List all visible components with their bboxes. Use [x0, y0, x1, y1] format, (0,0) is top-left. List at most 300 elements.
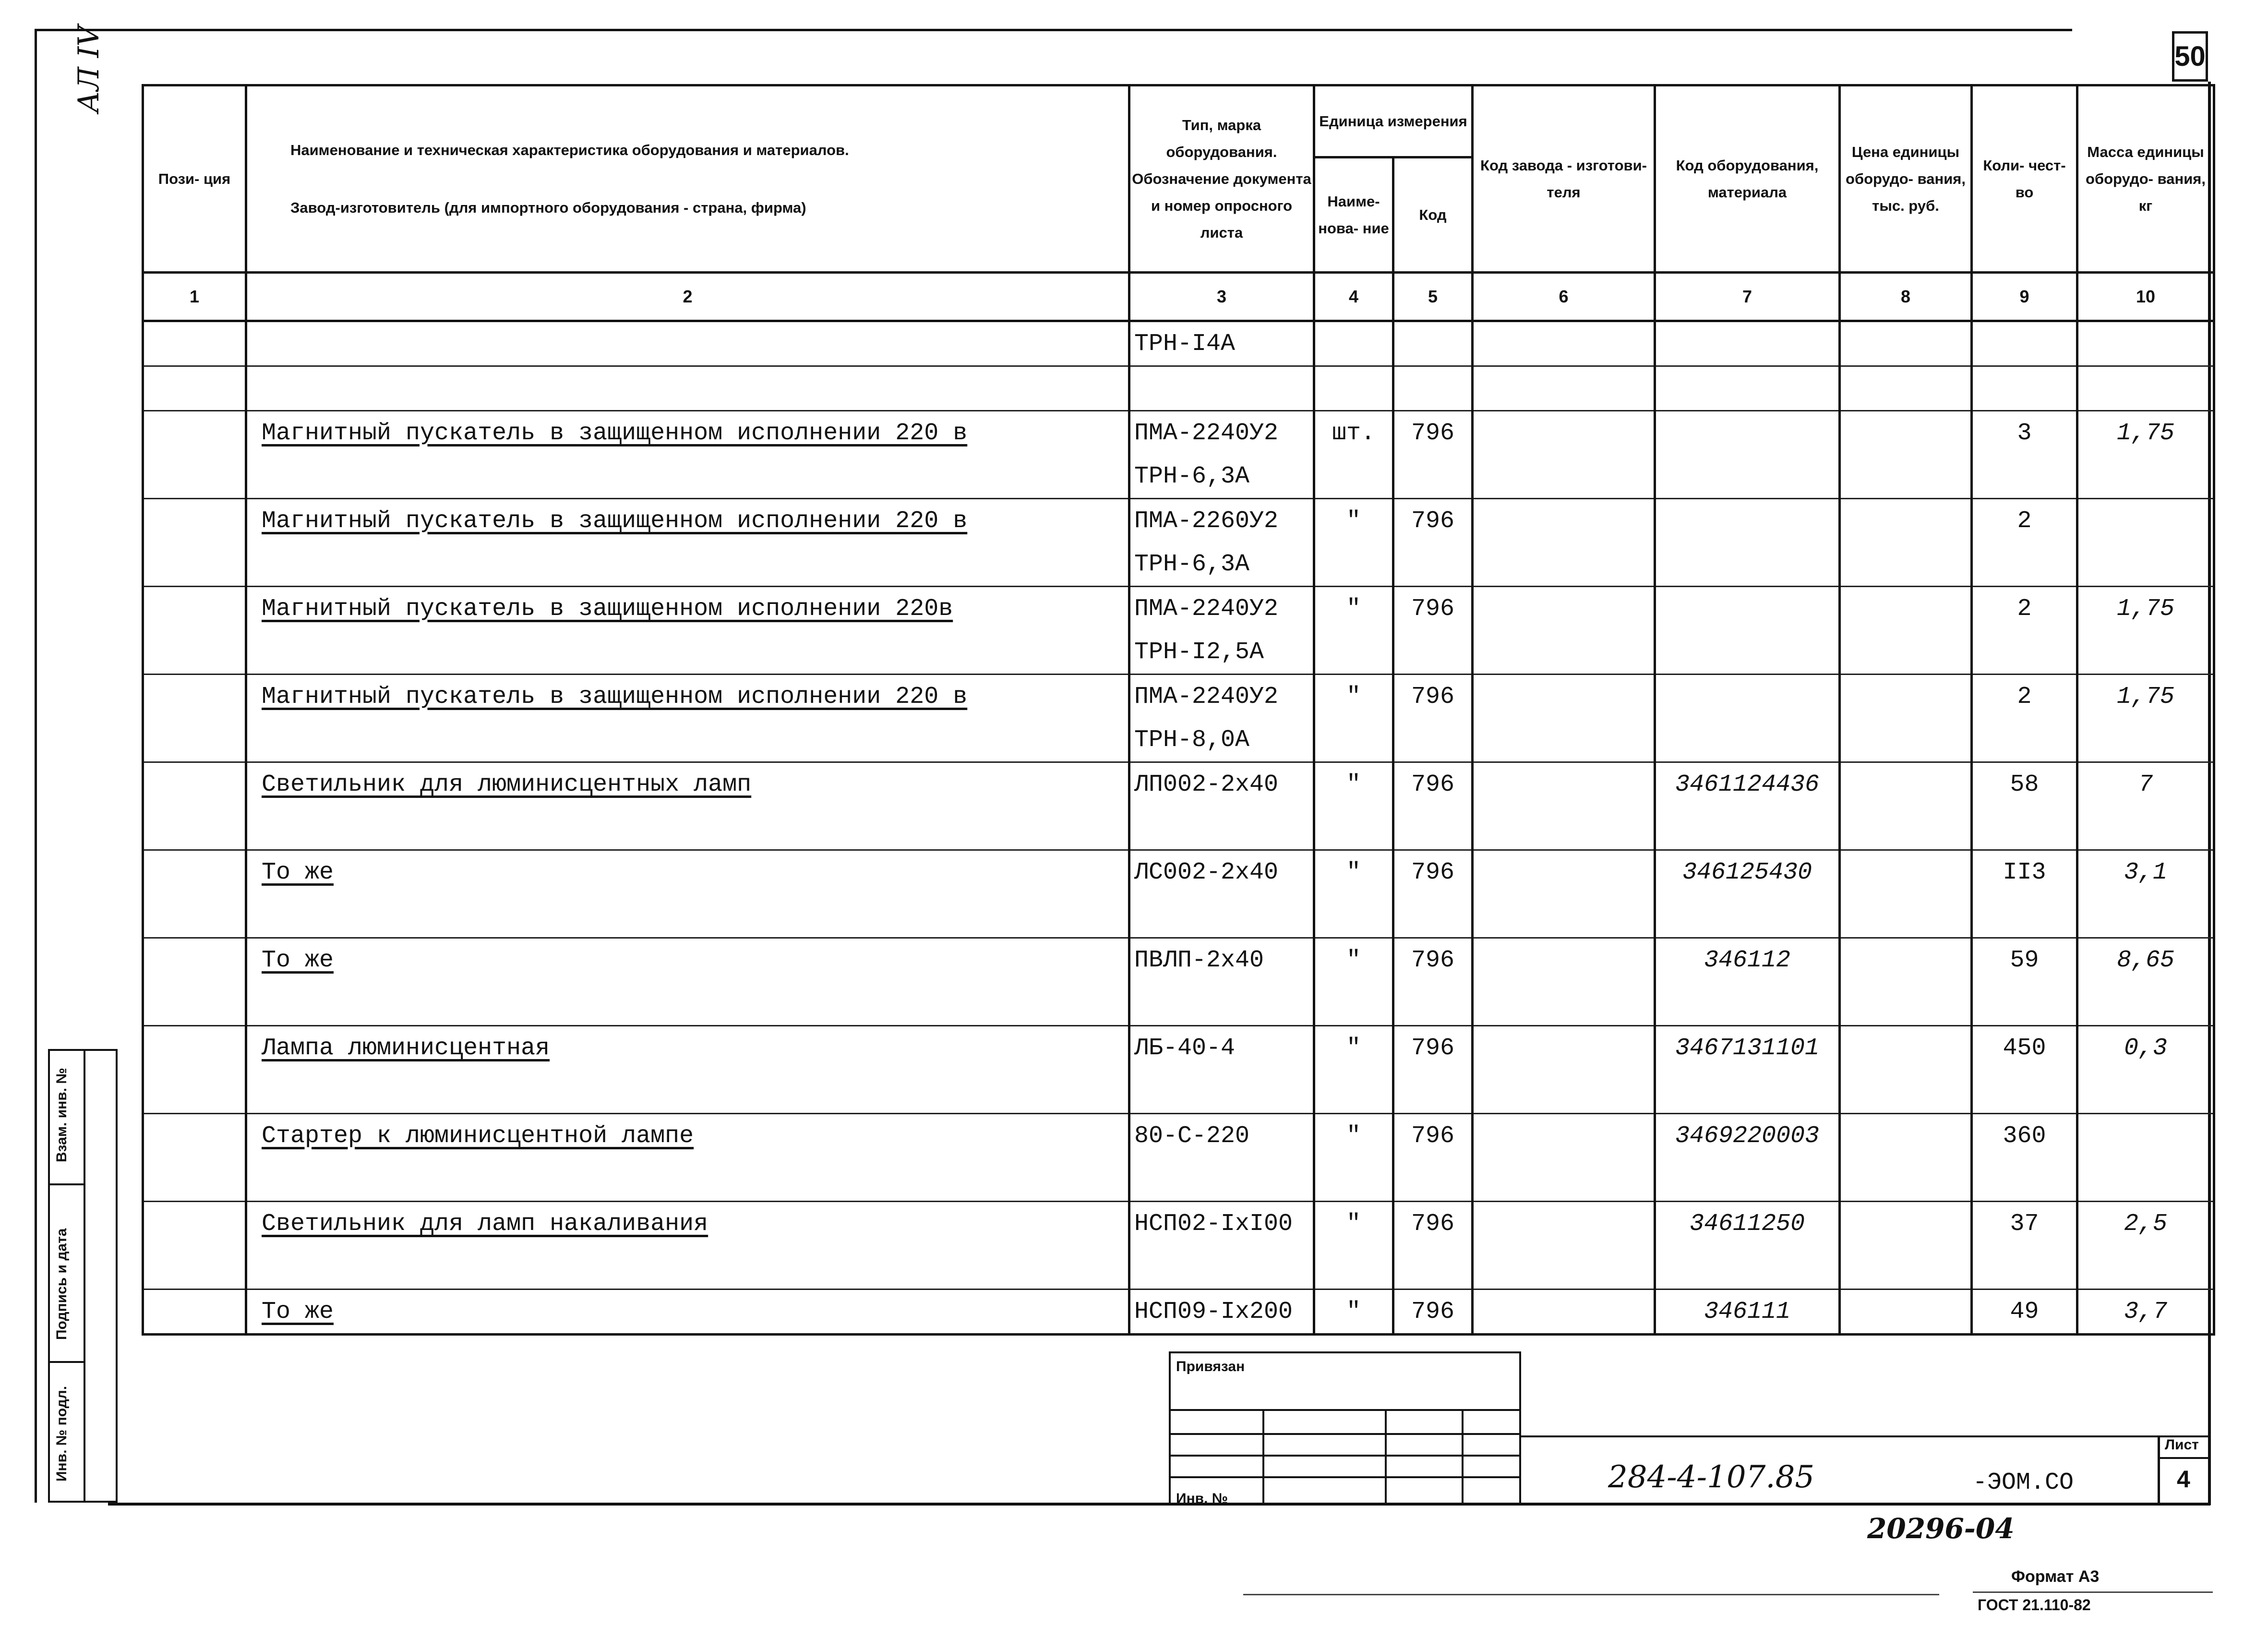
unit-mass — [2077, 499, 2214, 543]
price-cell — [1840, 982, 1972, 1026]
unit-name — [1314, 455, 1393, 499]
position-cell — [143, 1245, 246, 1290]
item-type — [1129, 982, 1314, 1026]
column-number: 9 — [1972, 273, 2077, 321]
tb-line — [1169, 1351, 1519, 1353]
unit-code — [1393, 894, 1473, 938]
item-type: ПВЛП-2х40 — [1129, 938, 1314, 982]
unit-name — [1314, 1157, 1393, 1202]
equipment-code — [1655, 1070, 1840, 1114]
archive-number: 20296-04 — [1867, 1512, 2015, 1545]
item-type: ПМА-2240У2 — [1129, 411, 1314, 455]
unit-code — [1393, 321, 1473, 366]
tb-approved-label: Привязан — [1176, 1359, 1245, 1374]
factory-code — [1473, 1290, 1655, 1335]
position-cell — [143, 806, 246, 850]
item-type — [1129, 1070, 1314, 1114]
unit-mass — [2077, 630, 2214, 675]
archive-mark: АЛ IV — [72, 25, 106, 113]
price-cell — [1840, 411, 1972, 455]
unit-mass — [2077, 982, 2214, 1026]
equipment-code — [1655, 1245, 1840, 1290]
unit-code — [1393, 630, 1473, 675]
unit-name: " — [1314, 1202, 1393, 1246]
unit-name — [1314, 630, 1393, 675]
factory-code — [1473, 762, 1655, 807]
item-name: Магнитный пускатель в защищенном исполнении 220 в — [246, 411, 1129, 455]
position-cell — [143, 1202, 246, 1246]
unit-code: 796 — [1393, 499, 1473, 543]
table-row — [143, 938, 2214, 982]
item-type: ПМА-2240У2 — [1129, 587, 1314, 631]
price-cell — [1840, 1202, 1972, 1246]
unit-mass — [2077, 542, 2214, 587]
column-number: 5 — [1393, 273, 1473, 321]
unit-code: 796 — [1393, 850, 1473, 894]
factory-code — [1473, 411, 1655, 455]
unit-code: 796 — [1393, 1114, 1473, 1158]
item-type: ЛП002-2х40 — [1129, 762, 1314, 807]
tb-vline — [1262, 1409, 1264, 1505]
table-row — [143, 894, 2214, 938]
tb-line — [1169, 1455, 1519, 1457]
unit-name: " — [1314, 1026, 1393, 1070]
item-type: ТРН-6,3А — [1129, 542, 1314, 587]
tb-line — [1169, 1433, 1519, 1435]
price-cell — [1840, 1245, 1972, 1290]
table-row — [143, 630, 2214, 675]
price-cell — [1840, 894, 1972, 938]
sheet-label: Лист — [2165, 1437, 2199, 1453]
unit-mass — [2077, 718, 2214, 762]
table-row — [143, 982, 2214, 1026]
equipment-code — [1655, 1157, 1840, 1202]
factory-code — [1473, 321, 1655, 366]
factory-code — [1473, 1157, 1655, 1202]
quantity: 450 — [1972, 1026, 2077, 1070]
price-cell — [1840, 1114, 1972, 1158]
unit-name: " — [1314, 1114, 1393, 1158]
tb-vline — [1385, 1409, 1387, 1505]
item-type — [1129, 894, 1314, 938]
item-type: ЛБ-40-4 — [1129, 1026, 1314, 1070]
quantity — [1972, 321, 2077, 366]
column-number: 2 — [246, 273, 1129, 321]
equipment-code — [1655, 499, 1840, 543]
document-code: 284-4-107.85 — [1608, 1459, 1815, 1495]
unit-code — [1393, 455, 1473, 499]
quantity — [1972, 455, 2077, 499]
item-name — [246, 321, 1129, 366]
column-number: 4 — [1314, 273, 1393, 321]
position-cell — [143, 1026, 246, 1070]
position-cell — [143, 542, 246, 587]
column-number: 3 — [1129, 273, 1314, 321]
unit-mass — [2077, 1157, 2214, 1202]
item-type: ТРН-I2,5А — [1129, 630, 1314, 675]
unit-mass: 3,1 — [2077, 850, 2214, 894]
unit-code — [1393, 1245, 1473, 1290]
unit-code: 796 — [1393, 1026, 1473, 1070]
column-number: 1 — [143, 273, 246, 321]
position-cell — [143, 411, 246, 455]
quantity: II3 — [1972, 850, 2077, 894]
item-name — [246, 1070, 1129, 1114]
factory-code — [1473, 366, 1655, 411]
header-unit-group: Единица измерения — [1314, 85, 1473, 157]
item-name: Светильник для люминисцентных ламп — [246, 762, 1129, 807]
unit-name — [1314, 982, 1393, 1026]
unit-code: 796 — [1393, 675, 1473, 719]
item-name: Магнитный пускатель в защищенном исполнении 220 в — [246, 499, 1129, 543]
factory-code — [1473, 587, 1655, 631]
factory-code — [1473, 630, 1655, 675]
quantity — [1972, 542, 2077, 587]
column-number: 7 — [1655, 273, 1840, 321]
stamp-replace-inv: Взам. инв. № — [54, 1068, 70, 1162]
header-unit-code: Код — [1393, 157, 1473, 273]
unit-mass — [2077, 321, 2214, 366]
table-row — [143, 411, 2214, 455]
quantity — [1972, 894, 2077, 938]
equipment-code: 346125430 — [1655, 850, 1840, 894]
unit-code — [1393, 366, 1473, 411]
gost-label: ГОСТ 21.110-82 — [1978, 1596, 2091, 1614]
header-name-line1: Наименование и техническая характеристика оборудования и материалов. — [290, 141, 849, 158]
unit-name: " — [1314, 1290, 1393, 1335]
unit-name — [1314, 321, 1393, 366]
equipment-code — [1655, 806, 1840, 850]
table-row — [143, 542, 2214, 587]
unit-mass: 3,7 — [2077, 1290, 2214, 1335]
price-cell — [1840, 499, 1972, 543]
unit-name: " — [1314, 762, 1393, 807]
unit-code — [1393, 718, 1473, 762]
equipment-code — [1655, 542, 1840, 587]
unit-code — [1393, 542, 1473, 587]
position-cell — [143, 850, 246, 894]
sheet-number: 4 — [2177, 1466, 2190, 1493]
stamp-sign-date: Подпись и дата — [54, 1228, 70, 1340]
unit-name: " — [1314, 850, 1393, 894]
column-number: 6 — [1473, 273, 1655, 321]
price-cell — [1840, 1026, 1972, 1070]
column-number-row — [143, 273, 2214, 321]
unit-mass: 2,5 — [2077, 1202, 2214, 1246]
factory-code — [1473, 675, 1655, 719]
equipment-code — [1655, 411, 1840, 455]
position-cell — [143, 587, 246, 631]
position-cell — [143, 894, 246, 938]
price-cell — [1840, 366, 1972, 411]
position-cell — [143, 455, 246, 499]
header-name — [246, 85, 1129, 273]
unit-name: " — [1314, 499, 1393, 543]
factory-code — [1473, 718, 1655, 762]
tb-vline — [1462, 1409, 1464, 1505]
unit-mass — [2077, 1245, 2214, 1290]
table-row — [143, 675, 2214, 719]
item-name — [246, 455, 1129, 499]
header-quantity: Коли- чест- во — [1972, 85, 2077, 273]
factory-code — [1473, 1202, 1655, 1246]
quantity: 2 — [1972, 499, 2077, 543]
header-type: Тип, марка оборудования. Обозначение документа и номер опросного листа — [1129, 85, 1314, 273]
quantity — [1972, 366, 2077, 411]
item-name — [246, 630, 1129, 675]
tb-line — [1519, 1435, 2210, 1437]
quantity — [1972, 1157, 2077, 1202]
position-cell — [143, 321, 246, 366]
column-number: 10 — [2077, 273, 2214, 321]
unit-name: " — [1314, 587, 1393, 631]
quantity: 59 — [1972, 938, 2077, 982]
unit-mass: 1,75 — [2077, 587, 2214, 631]
equipment-code — [1655, 718, 1840, 762]
unit-code: 796 — [1393, 1202, 1473, 1246]
unit-code: 796 — [1393, 762, 1473, 807]
equipment-code — [1655, 982, 1840, 1026]
position-cell — [143, 1114, 246, 1158]
table-row — [143, 1114, 2214, 1158]
price-cell — [1840, 455, 1972, 499]
unit-code — [1393, 1070, 1473, 1114]
item-type — [1129, 1245, 1314, 1290]
item-name — [246, 806, 1129, 850]
position-cell — [143, 718, 246, 762]
unit-mass: 1,75 — [2077, 411, 2214, 455]
position-cell — [143, 499, 246, 543]
item-type: ПМА-2240У2 — [1129, 675, 1314, 719]
table-row — [143, 718, 2214, 762]
quantity: 58 — [1972, 762, 2077, 807]
item-type: ПМА-2260У2 — [1129, 499, 1314, 543]
equipment-code: 3461124436 — [1655, 762, 1840, 807]
header-factory-code: Код завода - изготови- теля — [1473, 85, 1655, 273]
price-cell — [1840, 1157, 1972, 1202]
quantity: 2 — [1972, 587, 2077, 631]
equipment-code — [1655, 630, 1840, 675]
tb-line — [2158, 1457, 2208, 1459]
item-type: НСП02-IхI00 — [1129, 1202, 1314, 1246]
table-row — [143, 321, 2214, 366]
unit-mass — [2077, 806, 2214, 850]
item-name: Стартер к люминисцентной лампе — [246, 1114, 1129, 1158]
unit-name — [1314, 806, 1393, 850]
tb-line — [1169, 1476, 1519, 1478]
equipment-code — [1655, 321, 1840, 366]
stamp-inv-orig: Инв. № подл. — [54, 1386, 70, 1482]
factory-code — [1473, 542, 1655, 587]
equipment-code — [1655, 455, 1840, 499]
header-equipment-code: Код оборудования, материала — [1655, 85, 1840, 273]
frame-bottom-line — [108, 1503, 2210, 1506]
item-type: 80-С-220 — [1129, 1114, 1314, 1158]
scan-line — [1973, 1591, 2213, 1593]
quantity — [1972, 806, 2077, 850]
table-row — [143, 1157, 2214, 1202]
price-cell — [1840, 850, 1972, 894]
unit-mass — [2077, 455, 2214, 499]
equipment-code — [1655, 675, 1840, 719]
price-cell — [1840, 806, 1972, 850]
header-price: Цена единицы оборудо- вания, тыс. руб. — [1840, 85, 1972, 273]
equipment-code — [1655, 366, 1840, 411]
unit-name: шт. — [1314, 411, 1393, 455]
table-row — [143, 1070, 2214, 1114]
unit-code — [1393, 1157, 1473, 1202]
price-cell — [1840, 587, 1972, 631]
header-mass: Масса единицы оборудо- вания, кг — [2077, 85, 2214, 273]
price-cell — [1840, 675, 1972, 719]
frame-top-line — [35, 29, 2072, 31]
header-name-line2: Завод-изготовитель (для импортного оборудования - страна, фирма) — [290, 199, 806, 216]
factory-code — [1473, 806, 1655, 850]
position-cell — [143, 630, 246, 675]
unit-name — [1314, 1245, 1393, 1290]
factory-code — [1473, 1114, 1655, 1158]
stamp-divider — [84, 1051, 85, 1501]
unit-name: " — [1314, 675, 1393, 719]
price-cell — [1840, 1290, 1972, 1335]
item-name: То же — [246, 850, 1129, 894]
factory-code — [1473, 1245, 1655, 1290]
item-name: То же — [246, 938, 1129, 982]
stamp-cell-inv — [50, 1363, 84, 1503]
quantity: 49 — [1972, 1290, 2077, 1335]
position-cell — [143, 982, 246, 1026]
table-row — [143, 455, 2214, 499]
equipment-code: 3467131101 — [1655, 1026, 1840, 1070]
header-unit-name: Наиме- нова- ние — [1314, 157, 1393, 273]
unit-mass: 8,65 — [2077, 938, 2214, 982]
position-cell — [143, 366, 246, 411]
tb-inv-label: Инв. № — [1176, 1491, 1228, 1506]
frame-left-line — [35, 29, 37, 1503]
position-cell — [143, 762, 246, 807]
table-row — [143, 499, 2214, 543]
item-type: ТРН-I4А — [1129, 321, 1314, 366]
unit-code: 796 — [1393, 587, 1473, 631]
quantity: 2 — [1972, 675, 2077, 719]
table-row — [143, 1026, 2214, 1070]
item-type: ТРН-6,3А — [1129, 455, 1314, 499]
table-row — [143, 850, 2214, 894]
factory-code — [1473, 1026, 1655, 1070]
price-cell — [1840, 630, 1972, 675]
item-type: ЛС002-2х40 — [1129, 850, 1314, 894]
position-cell — [143, 1070, 246, 1114]
factory-code — [1473, 455, 1655, 499]
tb-line — [1169, 1409, 1519, 1411]
unit-code: 796 — [1393, 1290, 1473, 1335]
document-suffix: -ЭОМ.СО — [1973, 1469, 2074, 1496]
format-label: Формат А3 — [2011, 1567, 2100, 1586]
item-type: НСП09-Iх200 — [1129, 1290, 1314, 1335]
quantity — [1972, 630, 2077, 675]
quantity — [1972, 718, 2077, 762]
item-name — [246, 982, 1129, 1026]
quantity: 360 — [1972, 1114, 2077, 1158]
position-cell — [143, 675, 246, 719]
equipment-code: 346111 — [1655, 1290, 1840, 1335]
unit-code — [1393, 806, 1473, 850]
price-cell — [1840, 542, 1972, 587]
equipment-code: 34611250 — [1655, 1202, 1840, 1246]
table-row — [143, 806, 2214, 850]
unit-mass — [2077, 894, 2214, 938]
factory-code — [1473, 938, 1655, 982]
factory-code — [1473, 850, 1655, 894]
item-type — [1129, 1157, 1314, 1202]
item-type — [1129, 366, 1314, 411]
table-row — [143, 587, 2214, 631]
approval-stamp — [48, 1049, 118, 1503]
table-row — [143, 762, 2214, 807]
stamp-cell-sign — [50, 1185, 84, 1363]
item-name — [246, 718, 1129, 762]
equipment-code: 3469220003 — [1655, 1114, 1840, 1158]
equipment-code — [1655, 894, 1840, 938]
item-name: Магнитный пускатель в защищенном исполнении 220в — [246, 587, 1129, 631]
price-cell — [1840, 718, 1972, 762]
item-name: То же — [246, 1290, 1129, 1335]
unit-name — [1314, 542, 1393, 587]
unit-name — [1314, 366, 1393, 411]
unit-code: 796 — [1393, 411, 1473, 455]
table-row — [143, 366, 2214, 411]
unit-name — [1314, 1070, 1393, 1114]
equipment-code — [1655, 587, 1840, 631]
factory-code — [1473, 1070, 1655, 1114]
header-position: Пози- ция — [143, 85, 246, 273]
position-cell — [143, 938, 246, 982]
unit-name — [1314, 718, 1393, 762]
item-name — [246, 894, 1129, 938]
unit-code — [1393, 982, 1473, 1026]
unit-mass — [2077, 1114, 2214, 1158]
tb-vline — [1519, 1351, 1521, 1505]
quantity — [1972, 982, 2077, 1026]
item-type — [1129, 806, 1314, 850]
item-name: Лампа люминисцентная — [246, 1026, 1129, 1070]
unit-name — [1314, 894, 1393, 938]
quantity: 37 — [1972, 1202, 2077, 1246]
unit-mass: 0,3 — [2077, 1026, 2214, 1070]
item-name — [246, 1157, 1129, 1202]
price-cell — [1840, 321, 1972, 366]
item-name: Светильник для ламп накаливания — [246, 1202, 1129, 1246]
position-cell — [143, 1157, 246, 1202]
table-body — [143, 321, 2214, 1335]
unit-mass: 7 — [2077, 762, 2214, 807]
column-number: 8 — [1840, 273, 1972, 321]
tb-vline — [1169, 1351, 1171, 1505]
quantity — [1972, 1070, 2077, 1114]
specification-table — [142, 84, 2215, 1336]
unit-mass — [2077, 1070, 2214, 1114]
equipment-code: 346112 — [1655, 938, 1840, 982]
page-number: 50 — [2172, 31, 2208, 82]
quantity: 3 — [1972, 411, 2077, 455]
scan-line — [1243, 1594, 1939, 1595]
unit-name: " — [1314, 938, 1393, 982]
item-name — [246, 1245, 1129, 1290]
unit-mass: 1,75 — [2077, 675, 2214, 719]
position-cell — [143, 1290, 246, 1335]
stamp-cell-replace — [50, 1051, 84, 1185]
price-cell — [1840, 762, 1972, 807]
